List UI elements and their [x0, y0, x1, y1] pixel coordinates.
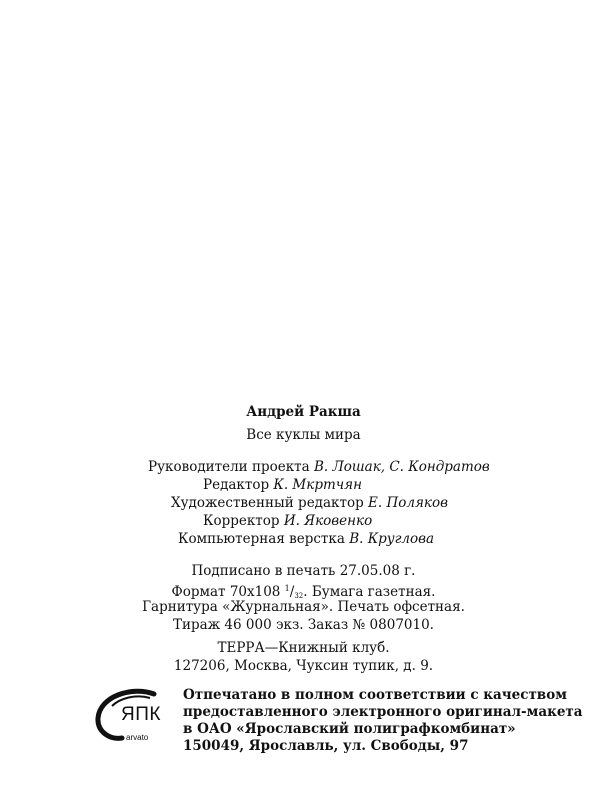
printer-logo-sub: arvato: [126, 733, 149, 742]
credit-role: Редактор: [203, 477, 270, 493]
printer-line: предоставленного электронного оригинал-макета: [183, 704, 583, 720]
publisher-address: 127206, Москва, Чуксин тупик, д. 9.: [173, 658, 434, 674]
printer-line: Отпечатано в полном соответствии с качеством: [183, 687, 567, 703]
signed-line: Подписано в печать 27.05.08 г.: [191, 563, 416, 579]
credit-line: [148, 459, 490, 475]
credit-name: В. Лошак, С. Кондратов: [313, 459, 490, 475]
credit-line: [171, 495, 448, 511]
credit-role: Компьютерная верстка: [178, 531, 345, 547]
printer-line: 150049, Ярославль, ул. Свободы, 97: [183, 738, 469, 754]
credit-name: И. Яковенко: [283, 513, 373, 529]
credit-name: К. Мкртчян: [273, 477, 362, 493]
credit-line: [203, 513, 372, 529]
printer-logo-text: ЯПК: [121, 704, 161, 725]
typeface-line: Гарнитура «Журнальная». Печать офсетная.: [142, 599, 465, 615]
credit-role: Руководители проекта: [148, 459, 310, 475]
author-name: Андрей Ракша: [246, 404, 361, 420]
credit-name: В. Круглова: [349, 531, 435, 547]
printer-logo: [92, 688, 172, 746]
credit-role: Корректор: [203, 513, 280, 529]
credit-line: [178, 531, 434, 547]
printer-line: в ОАО «Ярославский полиграфкомбинат»: [183, 721, 516, 737]
credit-role: Художественный редактор: [171, 495, 364, 511]
format-line: Формат 70x108 $^1/_{32}$. Бумага газетная.: [171, 584, 436, 600]
publisher-name: ТЕРРА—Книжный клуб.: [217, 640, 390, 656]
run-line: Тираж 46 000 экз. Заказ № 0807010.: [173, 617, 434, 633]
credit-name: Е. Поляков: [368, 495, 448, 511]
book-title: Все куклы мира: [246, 427, 361, 443]
credit-line: [203, 477, 362, 493]
